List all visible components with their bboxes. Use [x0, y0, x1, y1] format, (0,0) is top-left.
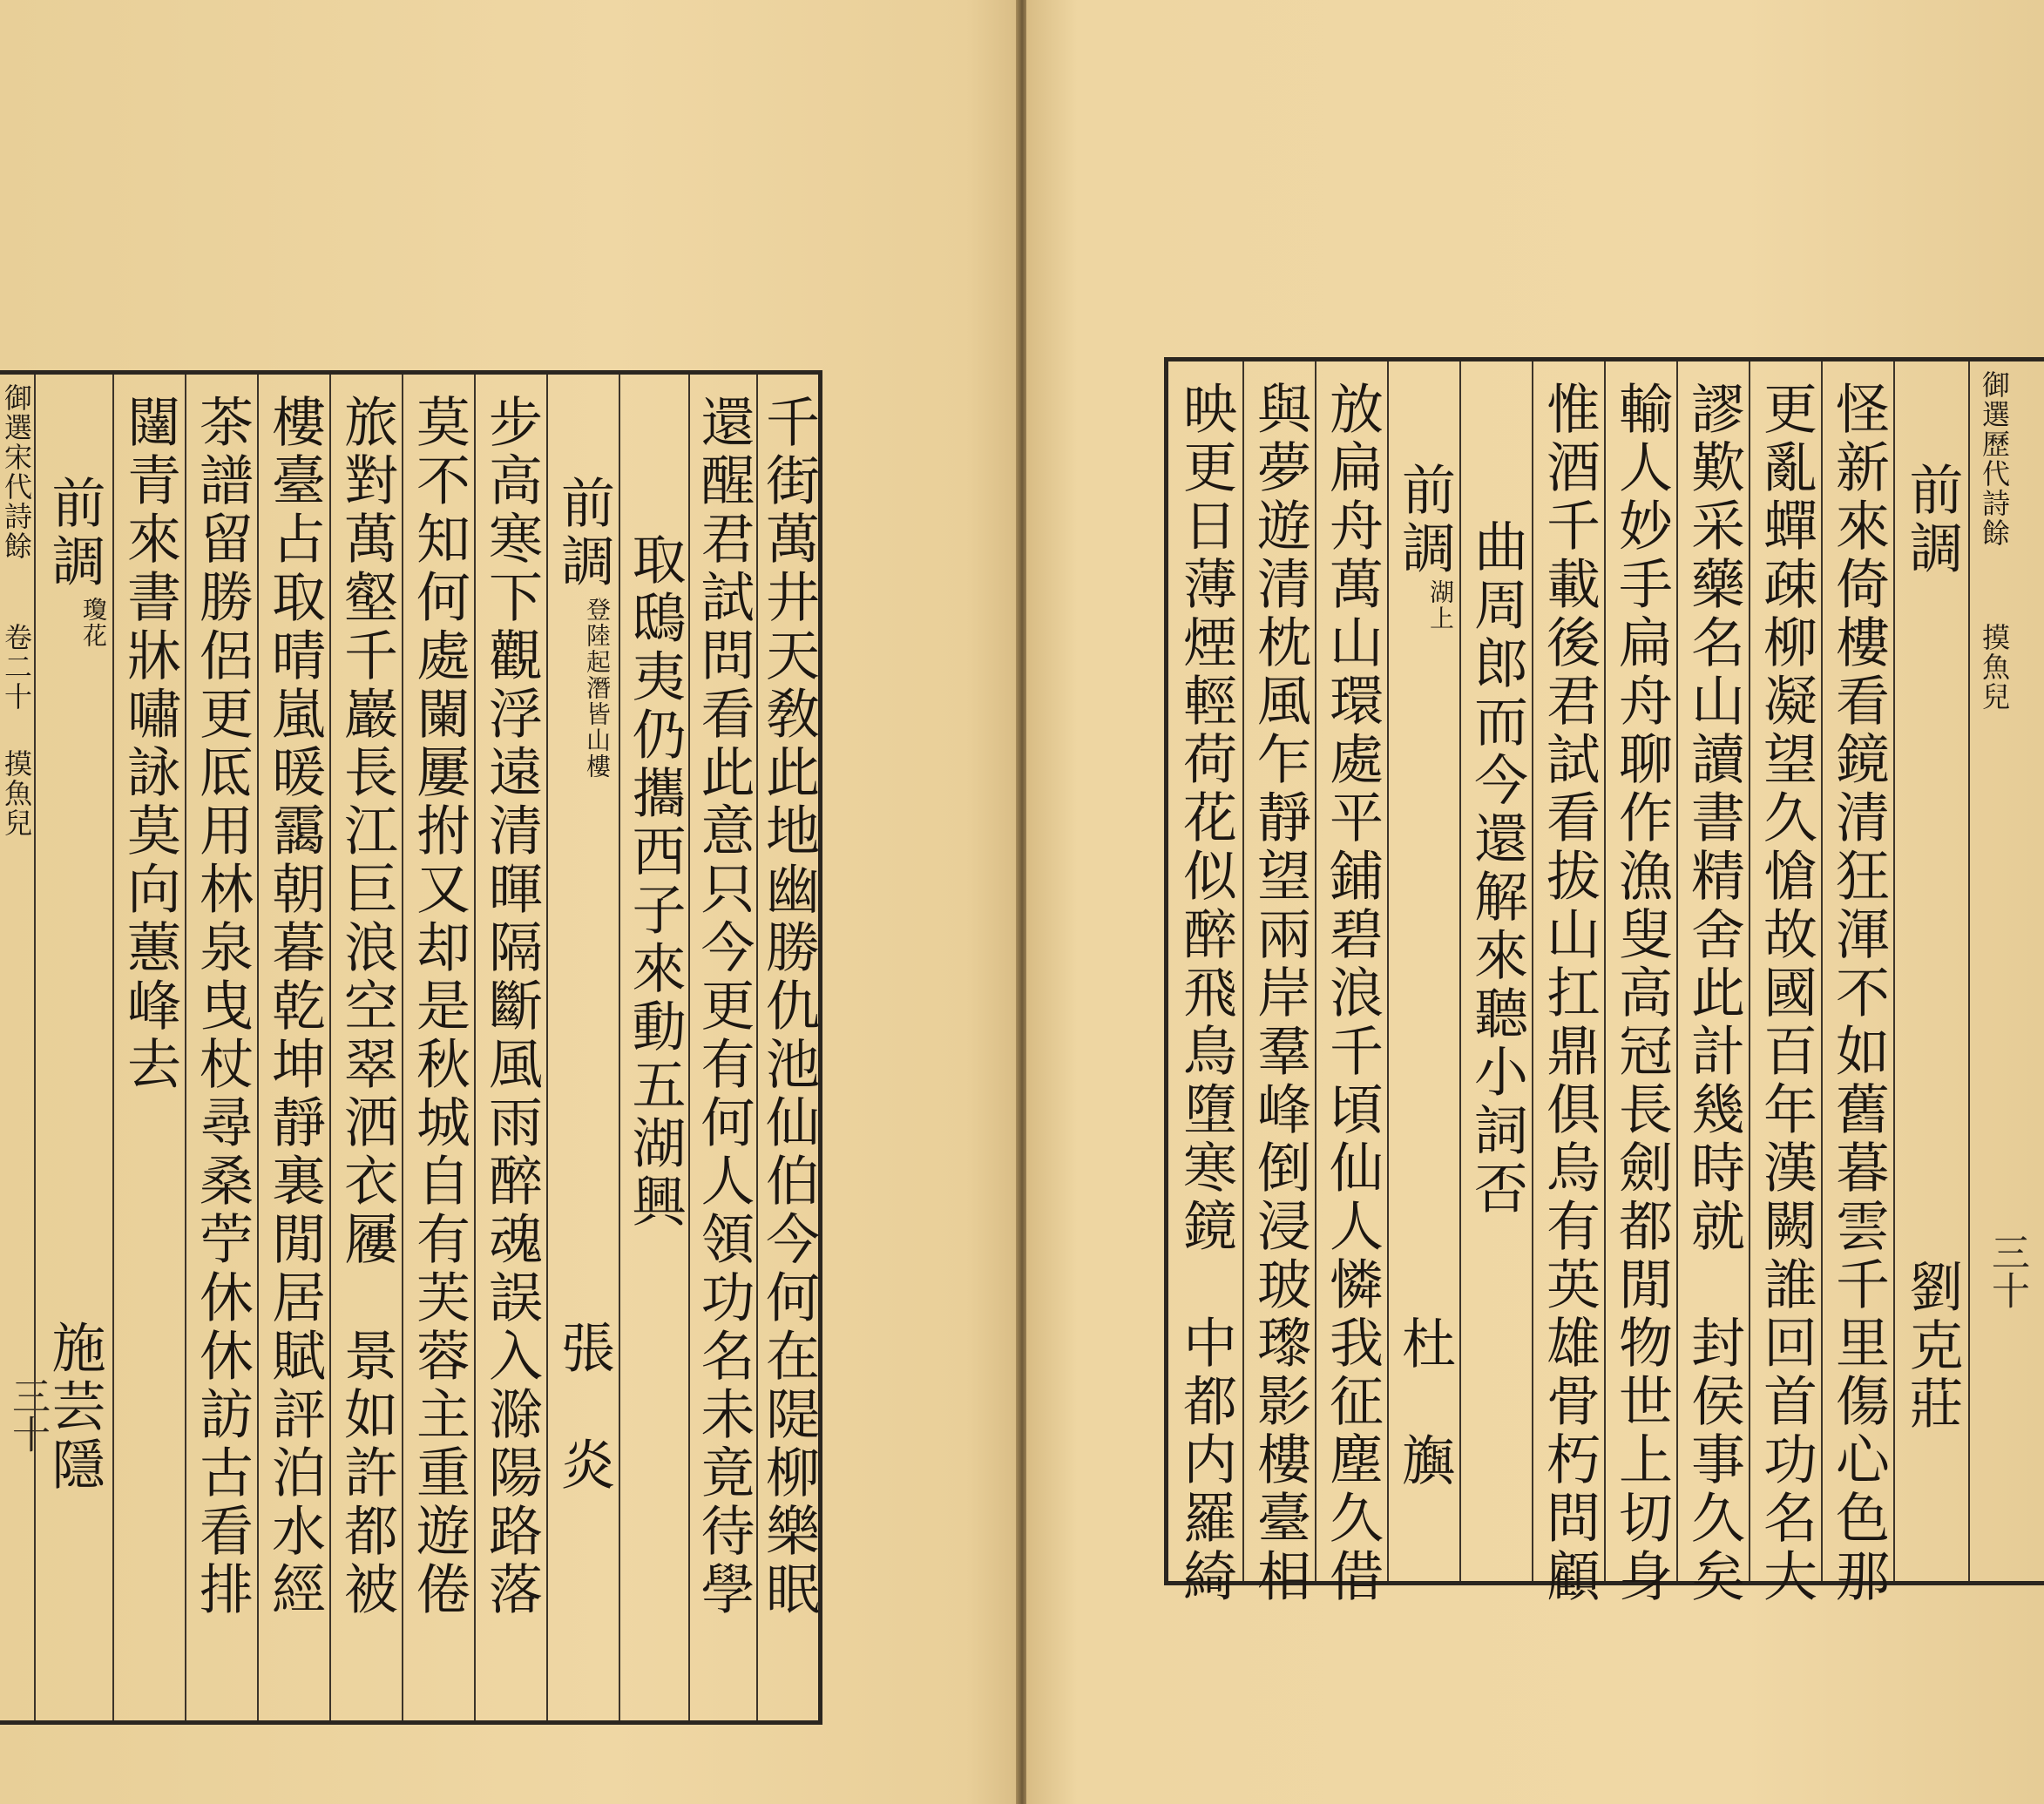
left-page: [0, 0, 1018, 1804]
right-col-9: [1315, 361, 1387, 1606]
right-col-3: [1749, 361, 1821, 1606]
left-col-5-text: 步高寒下觀浮遠清暉隔斷風雨醉魂誤入滁陽路落: [479, 394, 544, 1619]
left-col-11-note: 瓊花: [79, 597, 108, 649]
left-col-10: [112, 375, 185, 1720]
right-col-3-text: 更亂蟬疎柳凝望久愴故國百年漢闕誰回首功名大: [1754, 381, 1818, 1606]
right-col-11-text: 映更日薄煙輕荷花似醉飛鳥墮寒鏡 中都内羅綺: [1174, 381, 1238, 1606]
right-margin-tune: 摸魚兒: [1978, 623, 2011, 712]
right-col-10: [1242, 361, 1315, 1606]
left-col-8-text: 樓臺占取晴嵐暖靄朝暮乾坤靜裏閒居賦評泊水經: [262, 394, 327, 1619]
right-margin-column: [1968, 361, 2044, 1581]
left-col-10-text: 闥青來書牀嘯詠莫向蕙峰去: [118, 394, 182, 1094]
left-col-6: [402, 375, 474, 1720]
left-col-4-title: 前調: [552, 475, 616, 591]
left-col-6-text: 莫不知何處闌屢拊又却是秋城自有芙蓉主重遊倦: [407, 394, 471, 1619]
right-col-11: [1168, 361, 1242, 1606]
right-col-6: [1532, 361, 1604, 1606]
right-col-2: [1821, 361, 1893, 1606]
left-col-9: [185, 375, 257, 1720]
left-margin-leaf: 三十: [5, 1376, 50, 1453]
left-col-2-text: 還醒君試問看此意只今更有何人領功名未竟待學: [692, 394, 755, 1619]
right-col-5: [1604, 361, 1676, 1606]
right-col-7-text: 曲周郎而今還解來聽小詞否: [1465, 518, 1529, 1219]
left-margin-column: [0, 375, 50, 1720]
right-col-4: [1676, 361, 1749, 1606]
left-margin-volume: 卷二十: [0, 623, 33, 712]
left-col-7-text: 旅對萬壑千巖長江巨浪空翠洒衣屨 景如許都被: [335, 394, 399, 1619]
right-col-8-title: 前調: [1392, 462, 1457, 578]
left-col-1-text: 千街萬井天敎此地幽勝仇池仙伯今何在隄柳樂眠: [756, 394, 821, 1619]
left-text-frame: [0, 370, 822, 1725]
left-col-4: [546, 375, 619, 1720]
right-col-8: [1387, 361, 1459, 1581]
right-col-10-text: 與夢遊清枕風乍靜望兩岸羣峰倒浸玻瓈影樓臺相: [1248, 381, 1312, 1606]
left-col-5: [474, 375, 546, 1720]
left-col-3-text: 取鴟夷仍攜西子來動五湖興: [623, 531, 687, 1232]
left-margin-title: 御選宋代詩餘: [0, 383, 33, 561]
right-margin-leaf: 三十: [1985, 1233, 2029, 1309]
left-col-7: [329, 375, 402, 1720]
right-col-5-text: 輸人妙手扁舟聊作漁叟高冠長劍都閒物世上切身: [1609, 381, 1674, 1606]
right-col-6-text: 惟酒千載後君試看拔山扛鼎俱烏有英雄骨朽問顧: [1537, 381, 1601, 1606]
right-text-frame: [1164, 357, 2044, 1606]
right-col-4-text: 謬歎采藥名山讀書精舍此計幾時就 封侯事久矣: [1682, 381, 1746, 1606]
left-col-11-author: 施芸隱: [43, 1320, 106, 1495]
left-col-11: [34, 375, 112, 1720]
right-col-8-note: 湖上: [1426, 579, 1455, 632]
right-col-8-author: 杜 旟: [1392, 1315, 1457, 1490]
right-col-1-title: 前調: [1900, 462, 1964, 578]
right-col-2-text: 怪新來倚樓看鏡清狂渾不如舊暮雲千里傷心色那: [1826, 381, 1891, 1606]
right-col-1-author: 劉克莊: [1900, 1259, 1964, 1434]
right-col-1: [1893, 361, 1968, 1581]
left-col-2: [688, 375, 756, 1720]
right-col-9-text: 放扁舟萬山環處平鋪碧浪千頃仙人憐我征塵久借: [1320, 381, 1384, 1606]
left-col-9-text: 茶譜留勝侶更厎用林泉曳杖尋桑苧休休訪古看排: [190, 394, 254, 1619]
left-col-8: [257, 375, 329, 1720]
right-margin-title: 御選歷代詩餘: [1978, 370, 2011, 548]
left-col-4-note: 登陸起潛皆山樓: [583, 597, 612, 780]
left-col-4-author: 張 炎: [552, 1320, 616, 1495]
right-col-7: [1459, 361, 1532, 1581]
left-col-1: [756, 375, 821, 1720]
left-col-3: [619, 375, 688, 1720]
left-col-11-title: 前調: [43, 475, 106, 591]
left-margin-tune: 摸魚兒: [0, 749, 33, 838]
